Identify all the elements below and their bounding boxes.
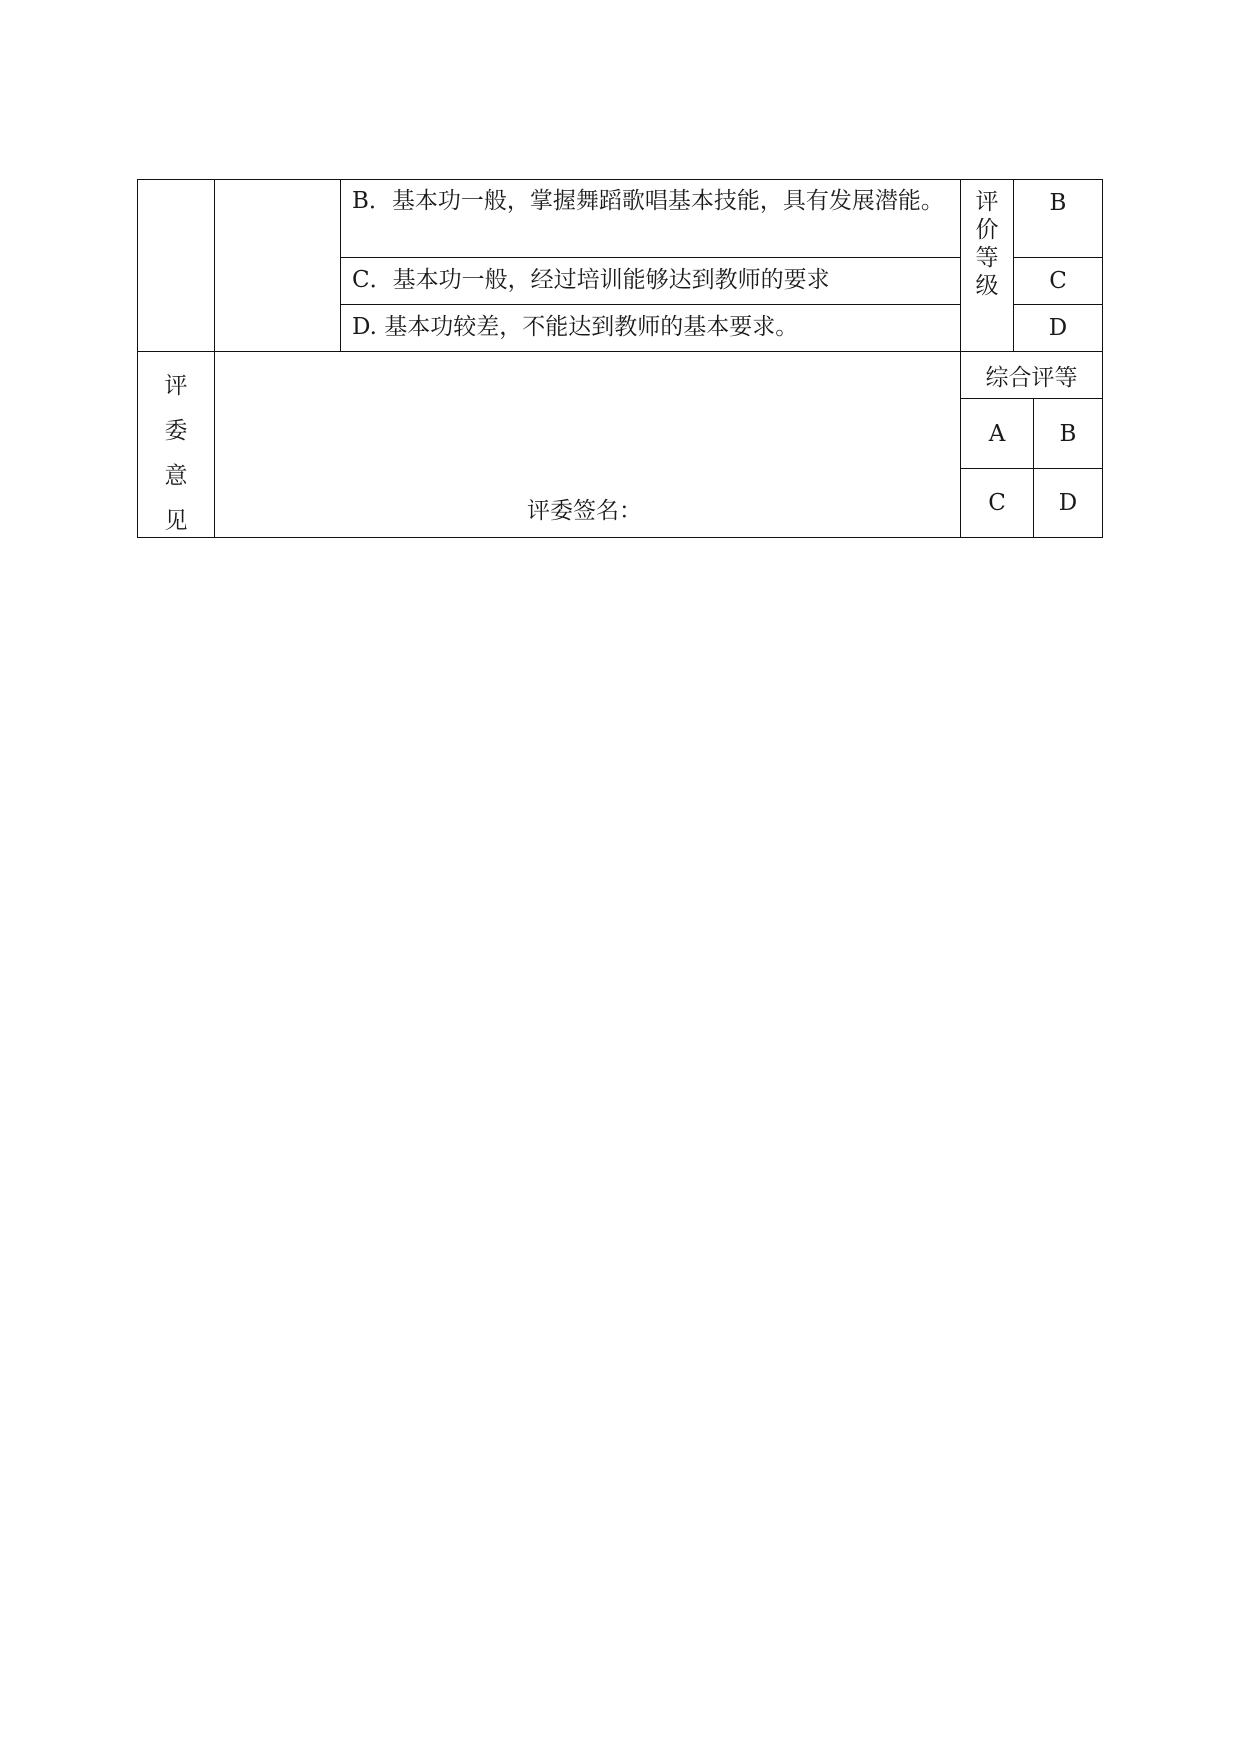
rating-level-label: 评 价 等 级: [975, 189, 999, 299]
rating-grade-c[interactable]: C: [1013, 257, 1103, 305]
judge-opinion-content-cell[interactable]: [214, 351, 961, 538]
criterion-c-text: C．基本功一般，经过培训能够达到教师的要求: [352, 267, 830, 293]
overall-grade-c[interactable]: C: [960, 468, 1034, 538]
rating-grade-b[interactable]: B: [1013, 179, 1103, 258]
rating-grade-d[interactable]: D: [1013, 304, 1103, 352]
rating-level-label-cell: [960, 179, 1014, 352]
blank-item-cell: [214, 179, 341, 352]
criterion-b-text: B．基本功一般，掌握舞蹈歌唱基本技能，具有发展潜能。: [352, 188, 944, 214]
overall-grade-a[interactable]: A: [960, 398, 1034, 469]
criterion-d-text: D. 基本功较差，不能达到教师的基本要求。: [352, 314, 799, 340]
criterion-c-cell: [340, 257, 961, 305]
criterion-d-cell: [340, 304, 961, 352]
criterion-b-cell: [340, 179, 961, 258]
overall-grade-d[interactable]: D: [1033, 468, 1103, 538]
judge-signature-label: 评委签名：: [527, 498, 642, 524]
judge-opinion-label: 评 委 意 见: [164, 373, 188, 534]
evaluation-table: [137, 179, 1103, 538]
blank-category-cell: [137, 179, 215, 352]
overall-grade-title: 综合评等: [985, 364, 1078, 391]
overall-grade-b[interactable]: B: [1033, 398, 1103, 469]
overall-grade-title-cell: [960, 351, 1103, 399]
judge-opinion-label-cell: [137, 351, 215, 538]
